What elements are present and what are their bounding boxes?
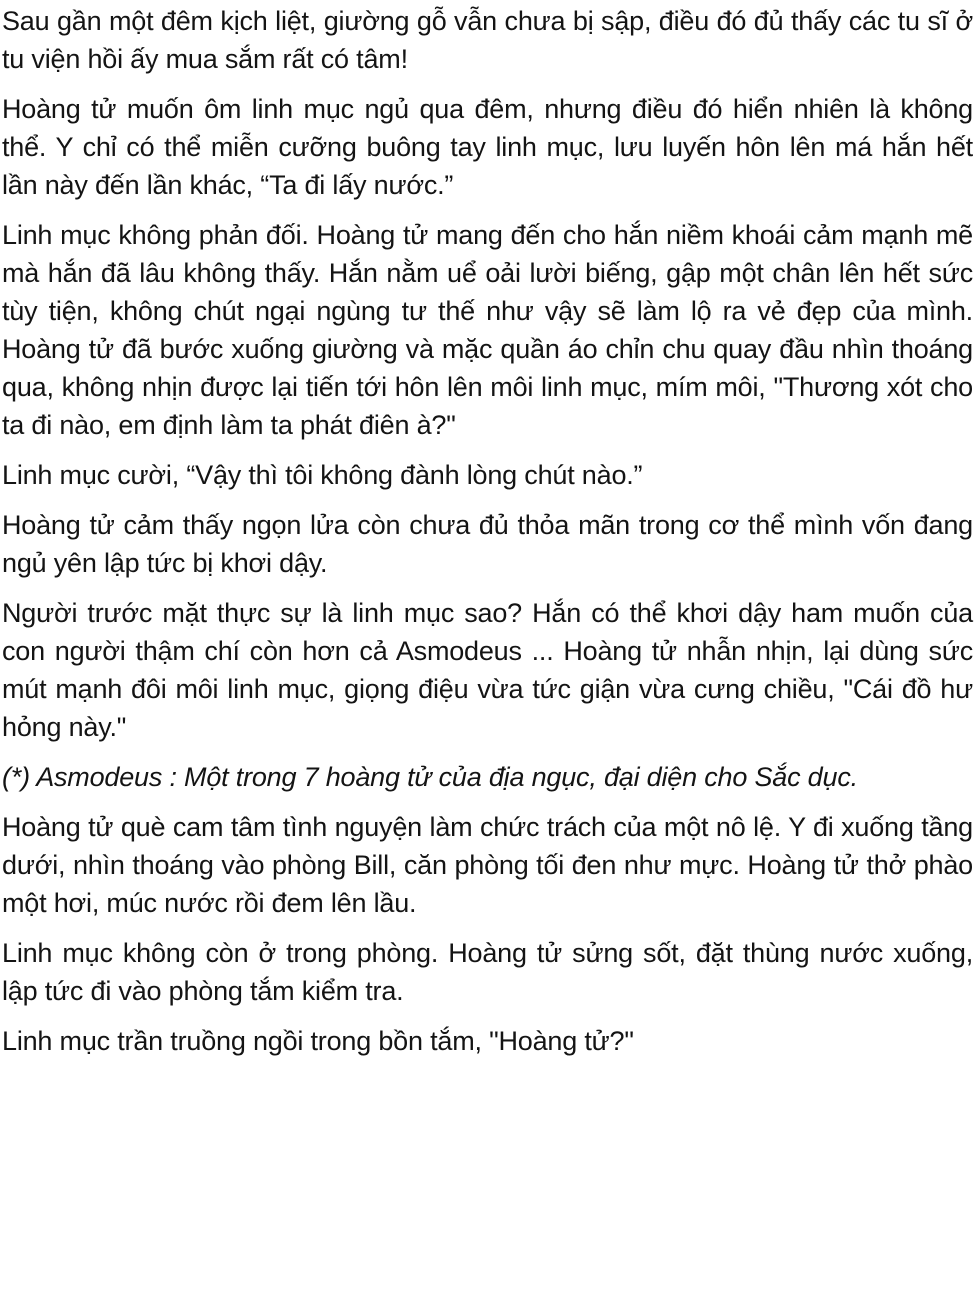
paragraph: Hoàng tử cảm thấy ngọn lửa còn chưa đủ thỏa mãn trong cơ thể mình vốn đang ngủ yên lập tức bị khơi dậy. (2, 510, 973, 578)
paragraph: Linh mục cười, “Vậy thì tôi không đành lòng chút nào.” (2, 460, 643, 490)
paragraph: Hoàng tử què cam tâm tình nguyện làm chức trách của một nô lệ. Y đi xuống tầng dưới, nhìn thoáng vào phòng Bill, căn phòng tối đen như mực. Hoàng tử thở phào một hơi, múc nước rồi đem lên lầu. (2, 812, 973, 918)
paragraph: Hoàng tử muốn ôm linh mục ngủ qua đêm, nhưng điều đó hiển nhiên là không thể. Y chỉ có thể miễn cưỡng buông tay linh mục, lưu luyến hôn lên má hắn hết lần này đến lần khác, “Ta đi lấy nước.” (2, 94, 973, 200)
paragraph: Linh mục trần truồng ngồi trong bồn tắm, "Hoàng tử?" (2, 1026, 634, 1056)
paragraph: Linh mục không còn ở trong phòng. Hoàng tử sửng sốt, đặt thùng nước xuống, lập tức đi vào phòng tắm kiểm tra. (2, 938, 973, 1006)
paragraph: Sau gần một đêm kịch liệt, giường gỗ vẫn chưa bị sập, điều đó đủ thấy các tu sĩ ở tu viện hồi ấy mua sắm rất có tâm! (2, 6, 973, 74)
footnote: (*) Asmodeus : Một trong 7 hoàng tử của địa ngục, đại diện cho Sắc dục. (2, 762, 858, 792)
paragraph: Linh mục không phản đối. Hoàng tử mang đến cho hắn niềm khoái cảm mạnh mẽ mà hắn đã lâu không thấy. Hắn nằm uể oải lười biếng, gập một chân lên hết sức tùy tiện, không chút ngại ngùng tư thế như vậy sẽ làm lộ ra vẻ đẹp của mình. Hoàng tử đã bước xuống giường và mặc quần áo chỉn chu quay đầu nhìn thoáng qua, không nhịn được lại tiến tới hôn lên môi linh mục, mím môi, "Thương xót cho ta đi nào, em định làm ta phát điên à?" (2, 220, 973, 440)
paragraph: Người trước mặt thực sự là linh mục sao? Hắn có thể khơi dậy ham muốn của con người thậm chí còn hơn cả Asmodeus ... Hoàng tử nhẫn nhịn, lại dùng sức mút mạnh đôi môi linh mục, giọng điệu vừa tức giận vừa cưng chiều, "Cái đồ hư hỏng này." (2, 598, 973, 742)
